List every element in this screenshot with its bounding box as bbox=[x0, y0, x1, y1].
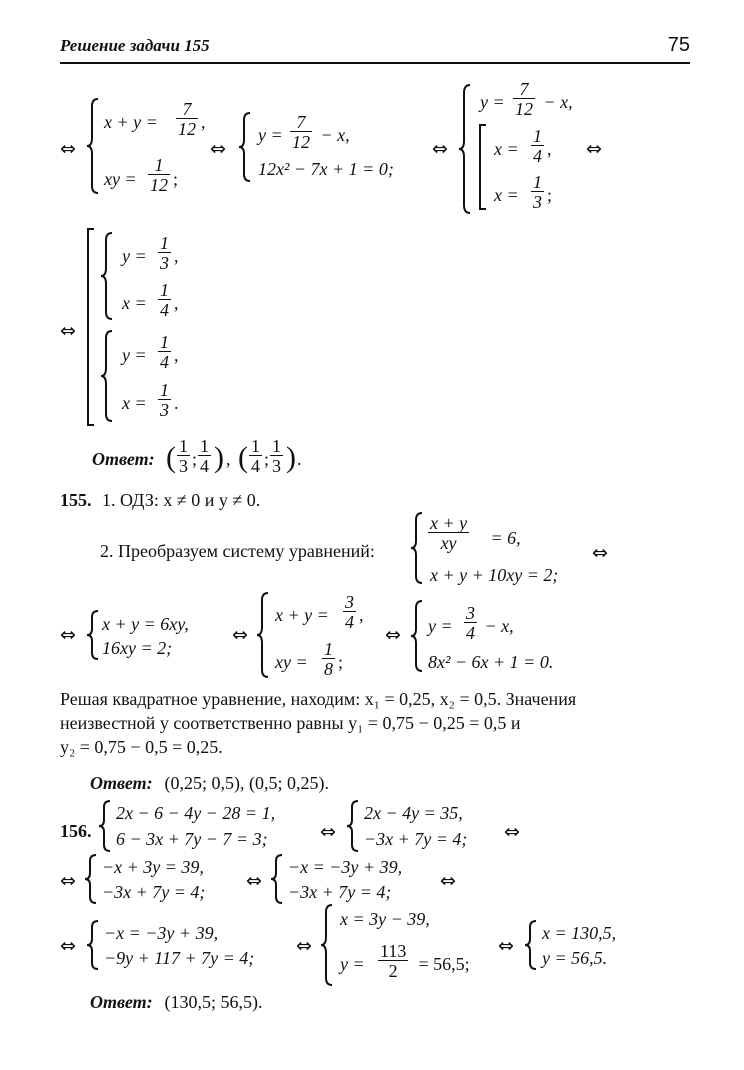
equation: 2x − 4y = 35, bbox=[364, 803, 463, 823]
equation: x = 130,5, bbox=[542, 923, 617, 943]
iff-arrow: ⇔ bbox=[60, 320, 76, 342]
equation: 8x² − 6x + 1 = 0. bbox=[428, 652, 554, 672]
equation: −3x + 7y = 4; bbox=[288, 882, 392, 902]
answer-label: Ответ: bbox=[92, 449, 155, 469]
set-bracket bbox=[478, 124, 488, 210]
fraction: $\frac{113}{2}$ bbox=[380, 941, 407, 981]
equation: x = 3y − 39, bbox=[340, 909, 430, 929]
fraction: $\frac{1}{12}$ bbox=[150, 155, 168, 195]
system-brace bbox=[270, 854, 284, 904]
fraction: $\frac{1}{3}$ bbox=[160, 233, 169, 273]
equation: 16xy = 2; bbox=[102, 638, 173, 658]
system-brace bbox=[346, 800, 360, 852]
iff-arrow: ⇔ bbox=[586, 138, 602, 160]
system-brace bbox=[320, 904, 334, 986]
solution-text: Решая квадратное уравнение, находим: x₁ = 0,25, x₂ = 0,5. Значения bbox=[60, 689, 577, 709]
iff-arrow: ⇔ bbox=[60, 624, 76, 646]
system-brace bbox=[98, 800, 112, 852]
iff-arrow: ⇔ bbox=[592, 542, 608, 564]
system-brace bbox=[86, 610, 100, 660]
eq-y: y = bbox=[258, 125, 288, 145]
eq-quadratic: 12x² − 7x + 1 = 0; bbox=[258, 159, 394, 179]
system-brace bbox=[458, 84, 472, 214]
equation: y = bbox=[428, 616, 458, 636]
answer-label: Ответ: bbox=[90, 773, 153, 793]
fraction: $\frac{1}{8}$ bbox=[324, 639, 333, 679]
fraction: $\frac{1}{3}$ bbox=[179, 436, 188, 476]
iff-arrow: ⇔ bbox=[210, 138, 226, 160]
fraction: $\frac{1}{4}$ bbox=[160, 280, 169, 320]
equation: 2x − 6 − 4y − 28 = 1, bbox=[116, 803, 276, 823]
iff-arrow: ⇔ bbox=[60, 935, 76, 957]
equation: −3x + 7y = 4; bbox=[364, 829, 468, 849]
system-brace bbox=[524, 920, 538, 970]
equation: y = bbox=[340, 954, 370, 974]
fraction: $\frac{1}{4}$ bbox=[160, 332, 169, 372]
set-bracket bbox=[86, 228, 96, 426]
answer-value: (130,5; 56,5). bbox=[160, 992, 263, 1012]
system-brace bbox=[238, 112, 252, 182]
equation: −9y + 117 + 7y = 4; bbox=[104, 948, 255, 968]
transform-text: 2. Преобразуем систему уравнений: bbox=[100, 541, 375, 561]
solution-text: y₂ = 0,75 − 0,5 = 0,25. bbox=[60, 737, 223, 757]
system-brace bbox=[256, 592, 270, 678]
iff-arrow: ⇔ bbox=[232, 624, 248, 646]
page-header bbox=[60, 34, 690, 60]
iff-arrow: ⇔ bbox=[504, 821, 520, 843]
iff-arrow: ⇔ bbox=[246, 870, 262, 892]
fraction: $\frac{3}{4}$ bbox=[345, 592, 354, 632]
fraction: $\frac{1}{3}$ bbox=[160, 380, 169, 420]
fraction: $\frac{7}{12}$ bbox=[292, 112, 310, 152]
answer-label: Ответ: bbox=[90, 992, 153, 1012]
equation: −x + 3y = 39, bbox=[102, 857, 204, 877]
system-brace bbox=[100, 330, 114, 422]
equation: −x = −3y + 39, bbox=[288, 857, 403, 877]
fraction: $\frac{7}{12}$ bbox=[178, 99, 196, 139]
equation: x + y = bbox=[275, 605, 334, 625]
system-brace bbox=[410, 512, 424, 584]
page-number: 75 bbox=[667, 34, 690, 56]
eq-x: x = bbox=[494, 185, 524, 205]
solution-text: неизвестной y соответственно равны y₁ = 0,75 − 0,25 = 0,5 и bbox=[60, 713, 521, 733]
fraction: $\frac{1}{4}$ bbox=[251, 436, 260, 476]
system-brace bbox=[86, 920, 100, 970]
eq-y: y = bbox=[122, 345, 152, 365]
equation: −x = −3y + 39, bbox=[104, 923, 219, 943]
problem-number: 156. bbox=[60, 821, 92, 841]
header-rule bbox=[60, 62, 690, 64]
eq-y: y = bbox=[480, 92, 510, 112]
iff-arrow: ⇔ bbox=[60, 138, 76, 160]
equation: 6 − 3x + 7y − 7 = 3; bbox=[116, 829, 268, 849]
fraction: $\frac{1}{4}$ bbox=[533, 126, 542, 166]
iff-arrow: ⇔ bbox=[60, 870, 76, 892]
fraction: $\frac{1}{4}$ bbox=[200, 436, 209, 476]
eq-x: x = bbox=[122, 393, 152, 413]
iff-arrow: ⇔ bbox=[440, 870, 456, 892]
fraction: $\frac{1}{3}$ bbox=[533, 172, 542, 212]
equation: xy = bbox=[275, 652, 313, 672]
fraction: $\frac{1}{3}$ bbox=[272, 436, 281, 476]
eq-product: xy = bbox=[104, 169, 142, 189]
iff-arrow: ⇔ bbox=[498, 935, 514, 957]
eq-x: x = bbox=[494, 139, 524, 159]
system-brace bbox=[410, 600, 424, 672]
iff-arrow: ⇔ bbox=[296, 935, 312, 957]
iff-arrow: ⇔ bbox=[320, 821, 336, 843]
system-brace bbox=[84, 854, 98, 904]
fraction: $\frac{7}{12}$ bbox=[515, 79, 533, 119]
fraction: $\frac{x + y}{xy}$ bbox=[430, 513, 468, 553]
system-brace bbox=[100, 232, 114, 320]
eq-sum: x + y = bbox=[104, 112, 163, 132]
equation: x + y + 10xy = 2; bbox=[430, 565, 559, 585]
problem-number: 155. bbox=[60, 490, 92, 510]
system-brace bbox=[86, 98, 100, 194]
answer-value: (0,25; 0,5), (0,5; 0,25). bbox=[160, 773, 329, 793]
equation: −3x + 7y = 4; bbox=[102, 882, 206, 902]
iff-arrow: ⇔ bbox=[432, 138, 448, 160]
eq-x: x = bbox=[122, 293, 152, 313]
iff-arrow: ⇔ bbox=[385, 624, 401, 646]
eq-y: y = bbox=[122, 246, 152, 266]
fraction: $\frac{3}{4}$ bbox=[466, 603, 475, 643]
equation: y = 56,5. bbox=[542, 948, 608, 968]
domain-line: 1. ОДЗ: x ≠ 0 и y ≠ 0. bbox=[102, 490, 261, 510]
equation: x + y = 6xy, bbox=[102, 614, 189, 634]
running-title: Решение задачи 155 bbox=[60, 36, 210, 55]
